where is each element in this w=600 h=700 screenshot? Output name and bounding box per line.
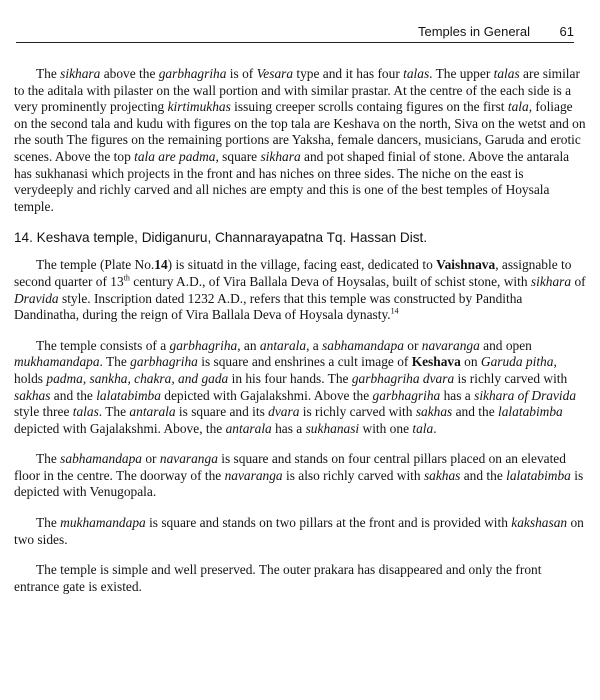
paragraph-temple-intro: The temple (Plate No.14) is situatd in the village, facing east, dedicated to Vaishnava, assignable to second quarter of 13th century A.D., of Vira Ballala Deva of Hoysalas, built of schist stone, with sikhara of Dravida style. Inscription dated 1232 A.D., refers that this temple was constructed by Panditha Dandinatha, during the reign of Vira Ballala Deva of Hoysala dynasty.$^{14}$ <box>14 257 586 323</box>
page-number: 61 <box>559 24 574 39</box>
page-header <box>16 22 574 43</box>
footnote-ref: 14 <box>390 306 399 316</box>
section-heading: 14. Keshava temple, Didiganuru, Channarayapatna Tq. Hassan Dist. <box>14 230 428 246</box>
paragraph-sabhamandapa: The sabhamandapa or navaranga is square and stands on four central pillars placed on an elevated floor in the centre. The doorway of the navaranga is also richly carved with sakhas and the lalatabimba is depicted with Venugopala. <box>14 451 584 500</box>
paragraph-mukhamandapa: The mukhamandapa is square and stands on two pillars at the front and is provided with kakshasan on two sides. <box>14 515 584 547</box>
paragraph-preservation: The temple is simple and well preserved. The outer prakara has disappeared and only the front entrance gate is existed. <box>14 562 542 594</box>
paragraph-sikhara: The sikhara above the garbhagriha is of Vesara type and it has four talas. The upper talas are similar to the aditala with pilaster on the wall portion and with similar prastar. At the centre of the each side is a very prominently projecting kirtimukhas issuing creeper scrolls containg figures on the first tala, foliage on the second tala and kudu with figures on the top tala are Keshava on the north, Siva on the wetst and on rhe south The figures on the remaining portions are Yaksha, female dancers, musicians, Garuda and erotic scenes. Above the top tala are padma, square sikhara and pot shaped finial of stone. Above the antarala has sukhanasi which projects in the front and has niches on three sides. The niche on the east is verydeeply and richly carved and all niches are empty and this is one of the best temples of Hoysala temple. <box>14 66 586 214</box>
running-title: Temples in General <box>418 24 530 39</box>
page-body <box>14 66 586 609</box>
paragraph-temple-layout: The temple consists of a garbhagriha, an antarala, a sabhamandapa or navaranga and open mukhamandapa. The garbhagriha is square and enshrines a cult image of Keshava on Garuda pitha, holds padma, sankha, chakra, and gada in his four hands. The garbhagriha dvara is richly carved with sakhas and the lalatabimba depicted with Gajalakshmi. Above the garbhagriha has a sikhara of Dravida style three talas. The antarala is square and its dvara is richly carved with sakhas and the lalatabimba depicted with Gajalakshmi. Above, the antarala has a sukhanasi with one tala. <box>14 337 577 436</box>
